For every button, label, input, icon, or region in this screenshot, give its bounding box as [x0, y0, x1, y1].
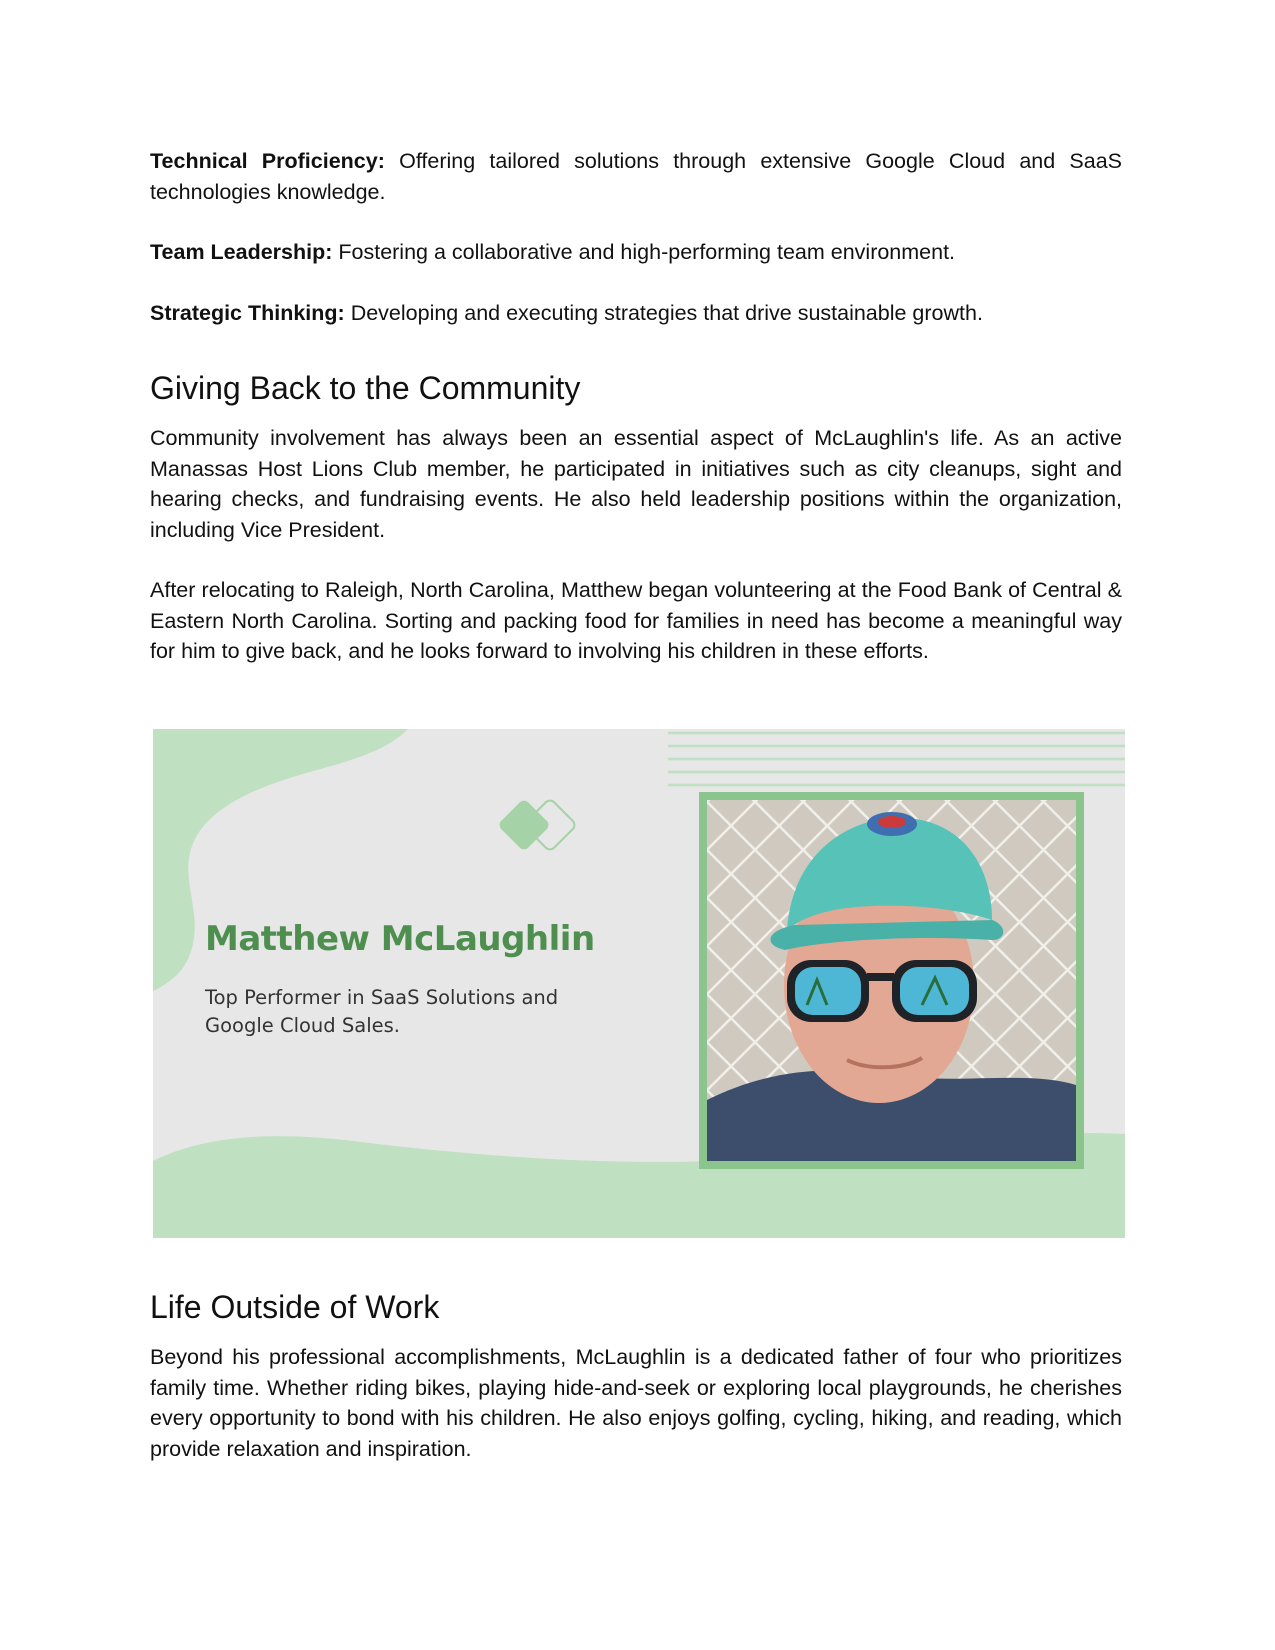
team-leadership-text: Fostering a collaborative and high-performing team environment.	[332, 240, 956, 264]
technical-proficiency-label: Technical Proficiency:	[150, 149, 385, 173]
community-paragraph-2: After relocating to Raleigh, North Carolina, Matthew began volunteering at the Food Bank of Central & Eastern North Carolina. Sorting and packing food for families in need has become a meaningful way for him to give back, and he looks forward to involving his children in these efforts.	[150, 578, 1122, 663]
community-paragraph-1: Community involvement has always been an essential aspect of McLaughlin's life. As an active Manassas Host Lions Club member, he participated in initiatives such as city cleanups, sight and hearing checks, and fundraising events. He also held leadership positions within the organization, including Vice President.	[150, 426, 1122, 542]
banner-name: Matthew McLaughlin	[205, 919, 595, 959]
profile-banner	[153, 729, 1125, 1238]
strategic-thinking-label: Strategic Thinking:	[150, 301, 345, 325]
life-outside-work-heading: Life Outside of Work	[150, 1289, 440, 1325]
portrait-illustration	[707, 800, 1076, 1161]
community-heading: Giving Back to the Community	[150, 370, 581, 406]
banner-subtitle: Top Performer in SaaS Solutions and Google Cloud Sales.	[205, 986, 559, 1037]
technical-proficiency-paragraph	[150, 146, 1122, 207]
portrait-photo	[707, 800, 1076, 1161]
strategic-thinking-text: Developing and executing strategies that drive sustainable growth.	[344, 301, 983, 325]
photo-frame	[699, 792, 1084, 1169]
strategic-thinking-paragraph	[150, 298, 983, 329]
technical-proficiency-text: Offering tailored solutions through extensive Google Cloud and SaaS technologies knowledge.	[150, 149, 1122, 204]
team-leadership-paragraph	[150, 237, 955, 268]
team-leadership-label: Team Leadership:	[150, 240, 333, 264]
life-outside-work-paragraph: Beyond his professional accomplishments, McLaughlin is a dedicated father of four who prioritizes family time. Whether riding bikes, playing hide-and-seek or exploring local playgrounds, he cherishes every opportunity to bond with his children. He also enjoys golfing, cycling, hiking, and reading, which provide relaxation and inspiration.	[150, 1345, 1122, 1461]
